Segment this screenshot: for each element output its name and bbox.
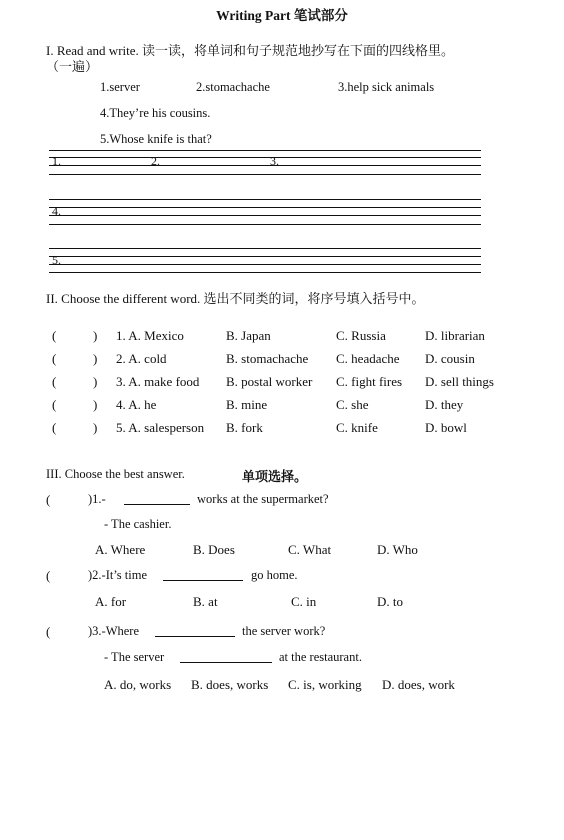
option-c: C. in bbox=[291, 594, 317, 609]
answer-paren-open[interactable]: ( bbox=[52, 420, 57, 435]
question-reply-text: at the restaurant. bbox=[279, 650, 362, 664]
answer-paren-close: ) bbox=[93, 374, 98, 389]
grid-line bbox=[49, 174, 481, 175]
answer-paren-close: ) bbox=[93, 351, 98, 366]
answer-paren-open[interactable]: ( bbox=[46, 492, 51, 507]
fill-blank[interactable] bbox=[155, 624, 235, 637]
grid-line bbox=[49, 215, 481, 216]
option-c: C. Russia bbox=[336, 328, 386, 343]
answer-paren-close: ) bbox=[93, 420, 98, 435]
section-1-heading-note: （一遍） bbox=[46, 59, 99, 74]
option-c: C. she bbox=[336, 397, 369, 412]
grid-line bbox=[49, 199, 481, 200]
option-b: B. postal worker bbox=[226, 374, 313, 389]
question-number: )1.- bbox=[88, 492, 106, 506]
question-number: )3.-Where bbox=[88, 624, 140, 638]
section-3-heading: III. Choose the best answer. bbox=[46, 467, 185, 481]
copy-item-2: 2.stomachache bbox=[196, 80, 270, 94]
option-c: C. knife bbox=[336, 420, 378, 435]
question-text: works at the supermarket? bbox=[197, 492, 329, 506]
grid-label-2: 2. bbox=[151, 154, 160, 168]
option-a: A. Where bbox=[95, 542, 146, 557]
answer-paren-open[interactable]: ( bbox=[52, 397, 57, 412]
question-text: the server work? bbox=[242, 624, 326, 638]
grid-label-1: 1. bbox=[52, 154, 61, 168]
section-3-heading-cn: 单项选择。 bbox=[242, 469, 308, 484]
option-a: 1. A. Mexico bbox=[116, 328, 184, 343]
option-c: C. is, working bbox=[288, 677, 362, 692]
copy-item-5: 5.Whose knife is that? bbox=[100, 132, 212, 146]
grid-line bbox=[49, 272, 481, 273]
option-d: D. to bbox=[377, 594, 403, 609]
grid-label-4: 4. bbox=[52, 204, 61, 218]
question-reply: - The server bbox=[104, 650, 165, 664]
option-a: 2. A. cold bbox=[116, 351, 167, 366]
fill-blank[interactable] bbox=[124, 492, 190, 505]
answer-paren-open[interactable]: ( bbox=[52, 328, 57, 343]
fill-blank[interactable] bbox=[180, 650, 272, 663]
grid-line bbox=[49, 157, 481, 158]
grid-line bbox=[49, 248, 481, 249]
option-b: B. Japan bbox=[226, 328, 271, 343]
question-text: go home. bbox=[251, 568, 298, 582]
grid-line bbox=[49, 165, 481, 166]
option-a: 4. A. he bbox=[116, 397, 157, 412]
option-d: D. sell things bbox=[425, 374, 494, 389]
grid-label-3: 3. bbox=[270, 154, 279, 168]
option-c: C. headache bbox=[336, 351, 400, 366]
option-d: D. Who bbox=[377, 542, 418, 557]
question-reply: - The cashier. bbox=[104, 517, 172, 531]
grid-line bbox=[49, 264, 481, 265]
grid-line bbox=[49, 150, 481, 151]
page-title: Writing Part 笔试部分 bbox=[216, 8, 348, 23]
grid-line bbox=[49, 207, 481, 208]
answer-paren-close: ) bbox=[93, 397, 98, 412]
option-a: A. do, works bbox=[104, 677, 172, 692]
option-d: D. cousin bbox=[425, 351, 475, 366]
section-2-heading: II. Choose the different word. 选出不同类的词，将序号填入括号中。 bbox=[46, 291, 425, 306]
option-d: D. bowl bbox=[425, 420, 467, 435]
option-b: B. at bbox=[193, 594, 218, 609]
copy-item-4: 4.They’re his cousins. bbox=[100, 106, 211, 120]
answer-paren-open[interactable]: ( bbox=[52, 351, 57, 366]
option-c: C. What bbox=[288, 542, 332, 557]
grid-label-5: 5. bbox=[52, 253, 61, 267]
option-c: C. fight fires bbox=[336, 374, 403, 389]
answer-paren-open[interactable]: ( bbox=[52, 374, 57, 389]
option-a: 5. A. salesperson bbox=[116, 420, 205, 435]
option-a: A. for bbox=[95, 594, 127, 609]
option-d: D. librarian bbox=[425, 328, 485, 343]
answer-paren-close: ) bbox=[93, 328, 98, 343]
question-number: )2.-It’s time bbox=[88, 568, 148, 582]
option-d: D. they bbox=[425, 397, 464, 412]
option-a: 3. A. make food bbox=[116, 374, 200, 389]
option-b: B. Does bbox=[193, 542, 235, 557]
option-b: B. does, works bbox=[191, 677, 269, 692]
option-d: D. does, work bbox=[382, 677, 455, 692]
option-b: B. fork bbox=[226, 420, 263, 435]
answer-paren-open[interactable]: ( bbox=[46, 624, 51, 639]
copy-item-1: 1.server bbox=[100, 80, 140, 94]
copy-item-3: 3.help sick animals bbox=[338, 80, 435, 94]
option-b: B. mine bbox=[226, 397, 268, 412]
fill-blank[interactable] bbox=[163, 568, 243, 581]
grid-line bbox=[49, 256, 481, 257]
answer-paren-open[interactable]: ( bbox=[46, 568, 51, 583]
section-1-heading: I. Read and write. 读一读，将单词和句子规范地抄写在下面的四线格里。 bbox=[46, 43, 455, 58]
option-b: B. stomachache bbox=[226, 351, 309, 366]
grid-line bbox=[49, 224, 481, 225]
